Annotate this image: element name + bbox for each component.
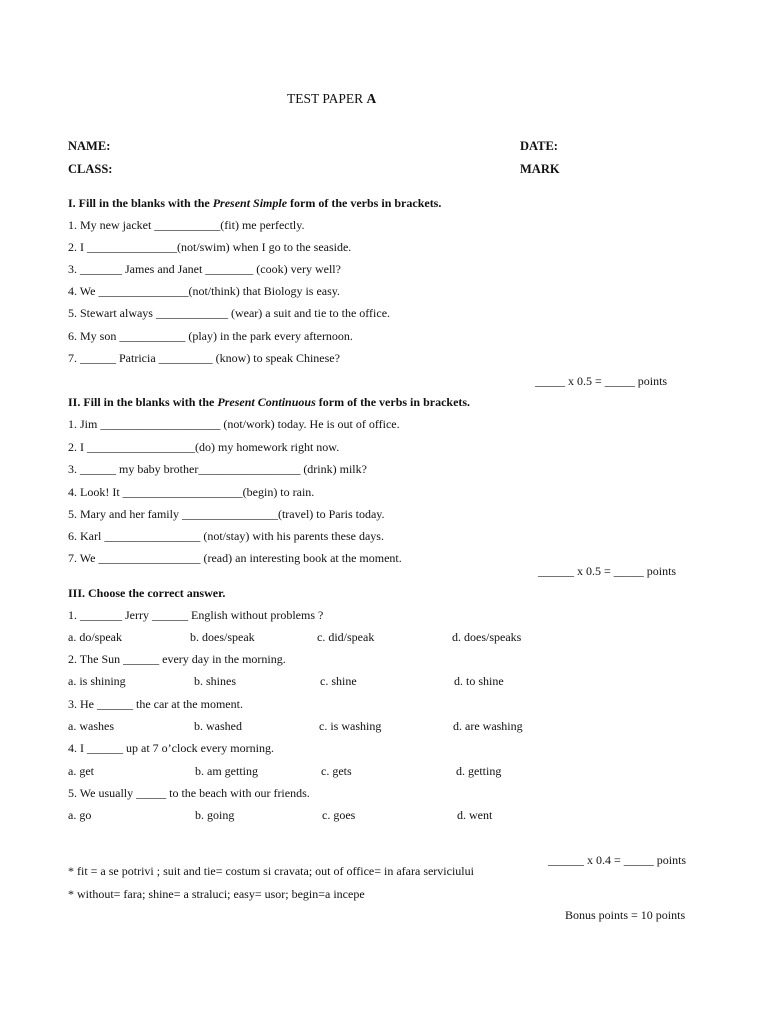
class-label: CLASS: [68,162,113,176]
option-a: a. go [68,808,92,822]
section-2-item: 4. Look! It ____________________(begin) to rain. [68,485,315,499]
section-1-item: 3. _______ James and Janet ________ (cook) very well? [68,262,341,276]
question-2: 2. The Sun ______ every day in the morning. [68,652,286,666]
option-d: d. are washing [453,719,523,733]
name-label: NAME: [68,139,111,153]
section-2-item: 1. Jim ____________________ (not/work) today. He is out of office. [68,417,400,431]
section-2-item: 5. Mary and her family ________________(travel) to Paris today. [68,507,385,521]
question-3: 3. He ______ the car at the moment. [68,697,243,711]
page-title: TEST PAPER A [287,91,377,106]
section-2-item: 2. I __________________(do) my homework right now. [68,440,340,454]
option-c: c. is washing [319,719,382,733]
section-2-item: 7. We _________________ (read) an interesting book at the moment. [68,551,402,565]
mark-label: MARK [520,162,560,176]
section-2-heading: II. Fill in the blanks with the Present Continuous form of the verbs in brackets. [68,395,471,409]
option-c: c. did/speak [317,630,375,644]
option-d: d. went [457,808,493,822]
option-c: c. shine [320,674,357,688]
option-a: a. washes [68,719,114,733]
section-1-item: 5. Stewart always ____________ (wear) a suit and tie to the office. [68,306,391,320]
option-d: d. getting [456,764,502,778]
question-1: 1. _______ Jerry ______ English without problems ? [68,608,324,622]
option-d: d. to shine [454,674,504,688]
option-b: b. washed [194,719,242,733]
section-1-item: 6. My son ___________ (play) in the park every afternoon. [68,329,353,343]
section-1-score: _____ x 0.5 = _____ points [535,374,668,388]
option-c: c. goes [322,808,356,822]
section-2-score: ______ x 0.5 = _____ points [538,564,677,578]
section-1-item: 4. We _______________(not/think) that Biology is easy. [68,284,341,298]
bonus-points: Bonus points = 10 points [565,908,686,922]
option-a: a. get [68,764,94,778]
question-4: 4. I ______ up at 7 o’clock every morning. [68,741,274,755]
footnote: * without= fara; shine= a straluci; easy= usor; begin=a incepe [68,887,365,901]
option-d: d. does/speaks [452,630,522,644]
section-2-item: 3. ______ my baby brother_________________ (drink) milk? [68,462,367,476]
option-b: b. going [195,808,235,822]
option-b: b. shines [194,674,236,688]
section-1-item: 2. I _______________(not/swim) when I go to the seaside. [68,240,352,254]
option-a: a. is shining [68,674,126,688]
footnote: * fit = a se potrivi ; suit and tie= costum si cravata; out of office= in afara serviciului [68,864,474,878]
section-1-item: 1. My new jacket ___________(fit) me perfectly. [68,218,305,232]
section-2-item: 6. Karl ________________ (not/stay) with his parents these days. [68,529,384,543]
section-1-heading: I. Fill in the blanks with the Present Simple form of the verbs in brackets. [68,196,442,210]
option-c: c. gets [321,764,352,778]
date-label: DATE: [520,139,558,153]
section-3-heading: III. Choose the correct answer. [68,586,226,600]
question-5: 5. We usually _____ to the beach with our friends. [68,786,310,800]
option-a: a. do/speak [68,630,122,644]
section-3-score: ______ x 0.4 = _____ points [548,853,687,867]
section-1-item: 7. ______ Patricia _________ (know) to speak Chinese? [68,351,340,365]
option-b: b. am getting [195,764,258,778]
option-b: b. does/speak [190,630,255,644]
